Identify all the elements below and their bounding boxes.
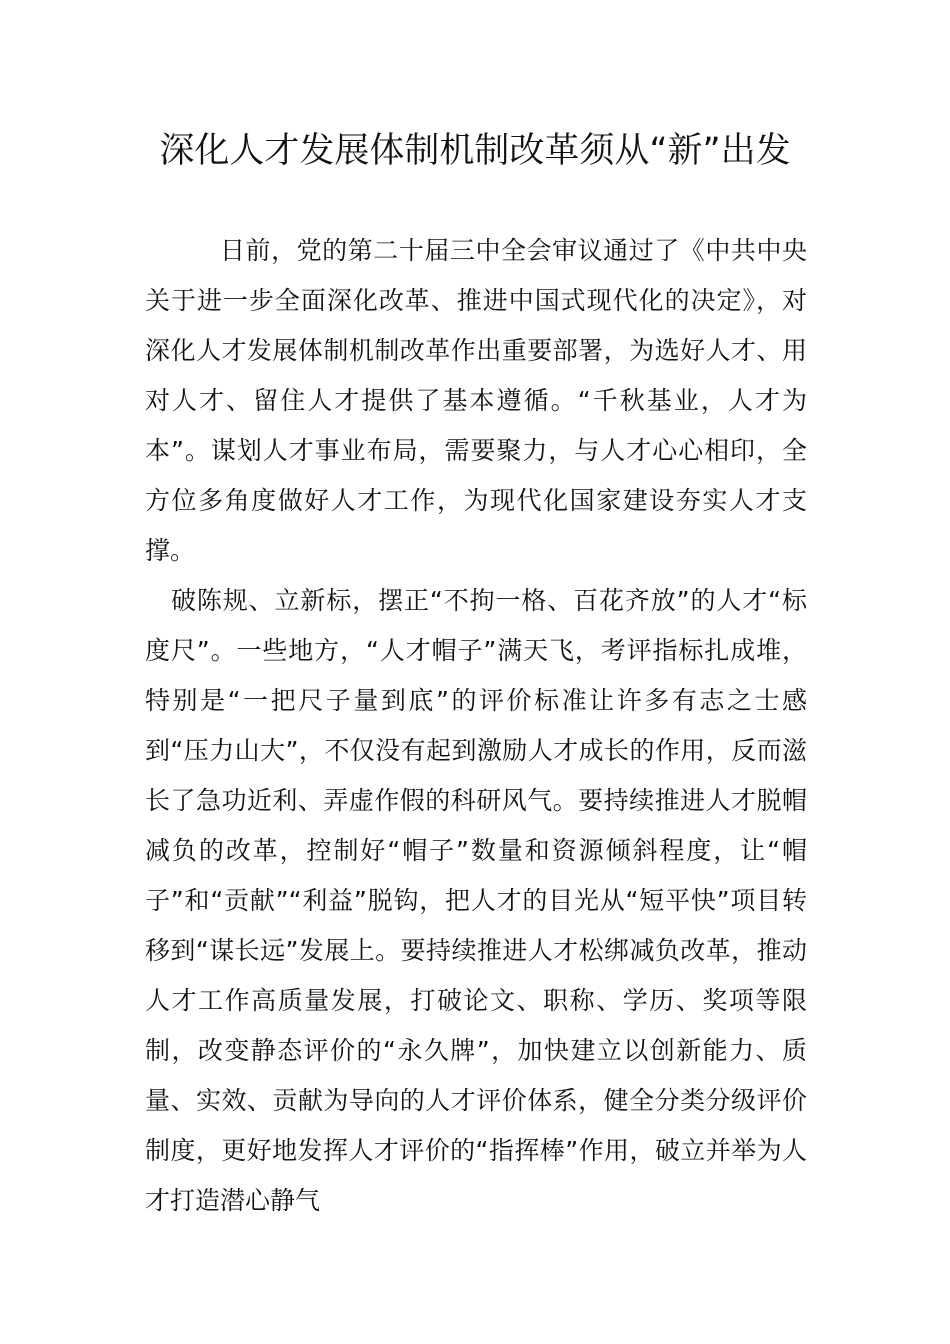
document-title: 深化人才发展体制机制改革须从“新”出发 bbox=[159, 131, 791, 171]
paragraph-2: 破陈规、立新标，摆正“不拘一格、百花齐放”的人才“标度尺”。一些地方，“人才帽子”满天飞，考评指标扎成堆，特别是“一把尺子量到底”的评价标准让许多有志之士感到“压力山大”，不仅没有起到激励人才成长的作用，反而滋长了急功近利、弄虚作假的科研风气。要持续推进人才脱帽减负的改革，控制好“帽子”数量和资源倾斜程度，让“帽子”和“贡献”“利益”脱钩，把人才的目光从“短平快”项目转移到“谋长远”发展上。要持续推进人才松绑减负改革，推动人才工作高质量发展，打破论文、职称、学历、奖项等限制，改变静态评价的“永久牌”，加快建立以创新能力、质量、实效、贡献为导向的人才评价体系，健全分类分级评价制度，更好地发挥人才评价的“指挥棒”作用，破立并举为人才打造潜心静气 bbox=[145, 586, 807, 1215]
document-body bbox=[145, 226, 807, 1226]
paragraph-1: 日前，党的第二十届三中全会审议通过了《中共中央关于进一步全面深化改革、推进中国式现代化的决定》，对深化人才发展体制机制改革作出重要部署，为选好人才、用对人才、留住人才提供了基本遵循。“千秋基业，人才为本”。谋划人才事业布局，需要聚力，与人才心心相印，全方位多角度做好人才工作，为现代化国家建设夯实人才支撑。 bbox=[145, 236, 807, 565]
